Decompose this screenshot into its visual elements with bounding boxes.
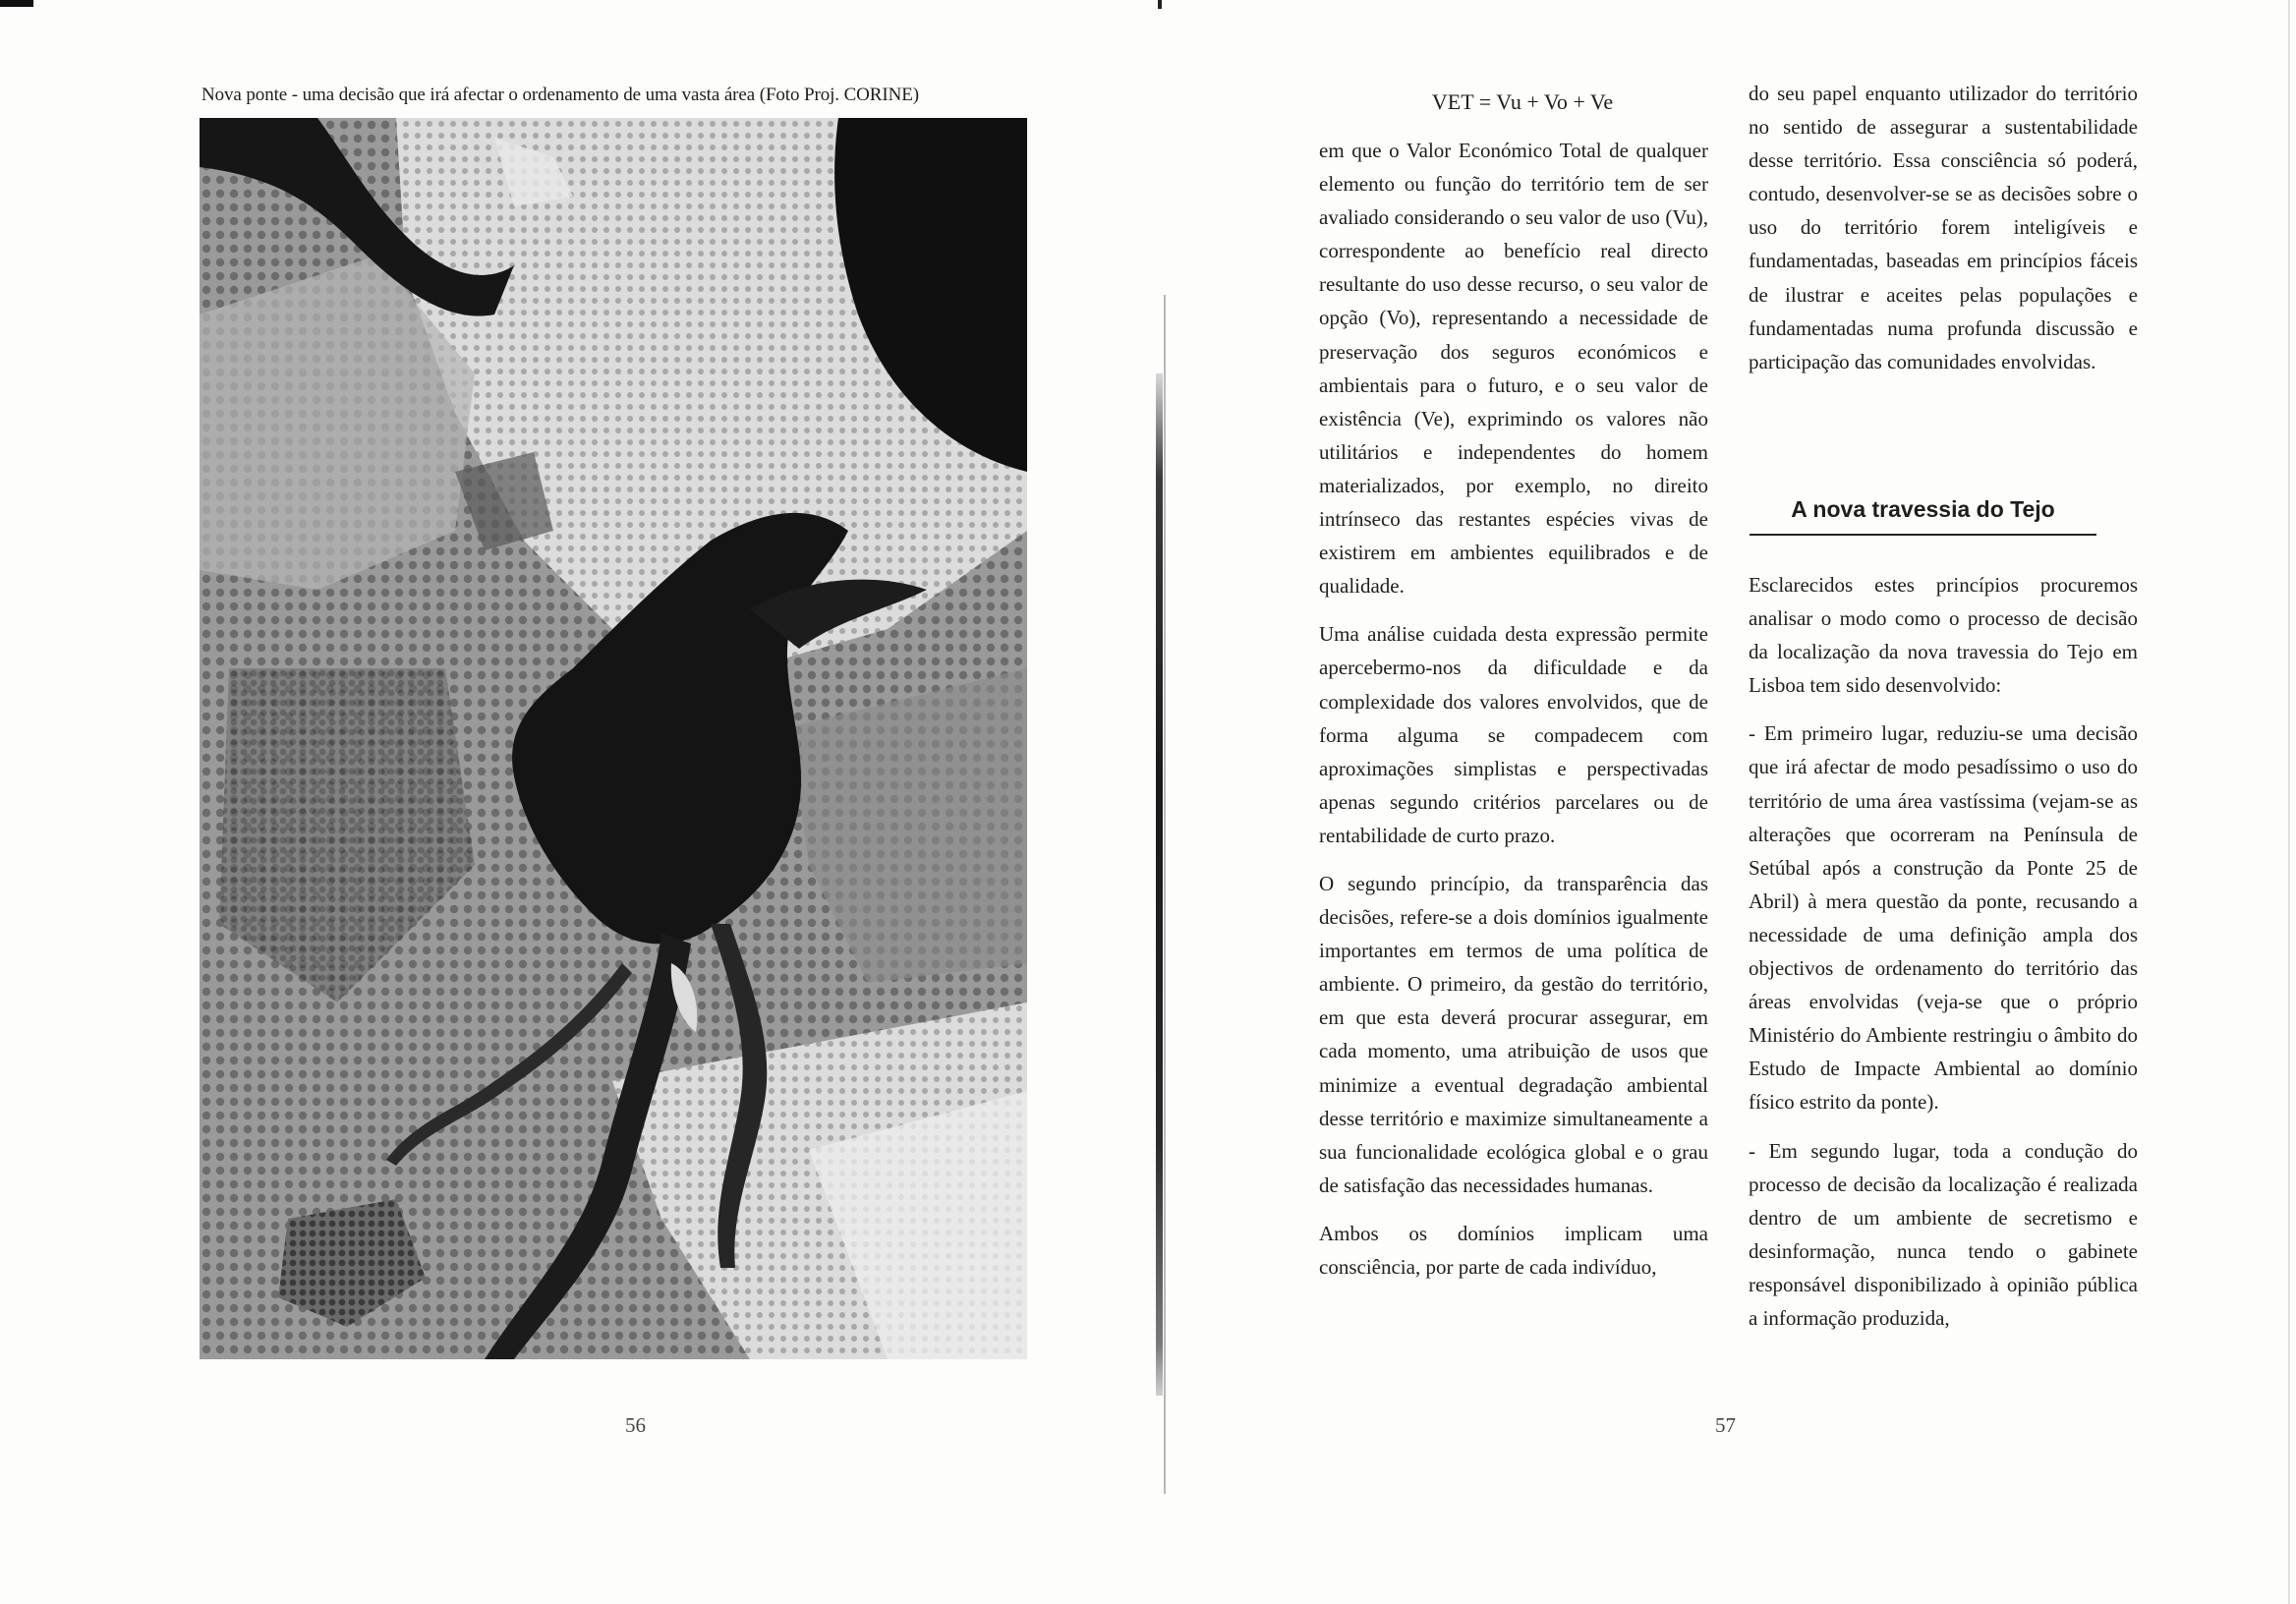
paragraph: Esclarecidos estes princípios procuremos analisar o modo como o processo de decisão da localização da nova travessia do Tejo em Lisboa tem sido desenvolvido:: [1749, 573, 2138, 698]
page-right-edge: [2288, 0, 2290, 1604]
paragraph: Ambos os domínios implicam uma consciência, por parte de cada indivíduo,: [1319, 1221, 1708, 1279]
text-column-middle: [1319, 134, 1708, 1298]
text-column-right-bottom: [1749, 568, 2138, 1349]
paragraph: do seu papel enquanto utilizador do território no sentido de assegurar a sustentabilidade desse território. Essa consciência só poderá, contudo, desenvolver-se se as decisões sobre o uso do território forem inteligíveis e fundamentadas, baseadas em princípios fáceis de ilustrar e aceites pelas populações e fundamentadas numa profunda discussão e participação das comunidades envolvidas.: [1749, 82, 2138, 373]
paragraph: Uma análise cuidada desta expressão permite apercebermo-nos da dificuldade e da complexidade dos valores envolvidos, que de forma alguma se compadecem com aproximações simplistas e perspectivadas apenas segundo critérios parcelares ou de rentabilidade de curto prazo.: [1319, 622, 1708, 847]
page-number-left: 56: [625, 1413, 646, 1437]
paragraph: em que o Valor Económico Total de qualquer elemento ou função do território tem de ser avaliado considerando o seu valor de uso (Vu), correspondente ao benefício real directo resultante do uso desse recurso, o seu valor de opção (Vo), representando a necessidade de preservação dos seguros económicos e ambientais para o futuro, e o seu valor de existência (Ve), exprimindo os valores não utilitários e independentes do homem materializados, por exemplo, no direito intrínseco das restantes espécies vivas de existirem em ambientes equilibrados e de qualidade.: [1319, 139, 1708, 599]
paragraph: - Em segundo lugar, toda a condução do processo de decisão da localização é realizada dentro de um ambiente de secretismo e desinformação, nunca tendo o gabinete responsável disponibilizado à opinião pública a informação produzida,: [1749, 1138, 2138, 1330]
paragraph: O segundo princípio, da transparência das decisões, refere-se a dois domínios igualmente importantes em termos de uma política de ambiente. O primeiro, da gestão do território, em que esta deverá procurar assegurar, em cada momento, uma atribuição de usos que minimize a eventual degradação ambiental desse território e maximize simultaneamente a sua funcionalidade ecológica global e o grau de satisfação das necessidades humanas.: [1319, 871, 1708, 1197]
text-column-right-top: [1749, 77, 2138, 393]
satellite-photo-icon: [200, 118, 1027, 1359]
scan-edge-mark: [0, 0, 33, 7]
paragraph: - Em primeiro lugar, reduziu-se uma decisão que irá afectar de modo pesadíssimo o uso do território de uma área vastíssima (vejam-se as alterações que ocorreram na Península de Setúbal após a construção da Ponte 25 de Abril) à mera questão da ponte, recusando a necessidade de uma definição ampla dos objectivos de ordenamento do território das áreas envolvidas (veja-se que o próprio Ministério do Ambiente restringiu o âmbito do Estudo de Impacte Ambiental ao domínio físico estrito da ponte).: [1749, 721, 2138, 1115]
gutter-shadow-thin: [1164, 295, 1166, 1494]
satellite-photo: [200, 118, 1027, 1359]
page-number-right: 57: [1715, 1413, 1736, 1437]
formula: VET = Vu + Vo + Ve: [1431, 89, 1614, 114]
book-gutter: [1156, 373, 1163, 1396]
photo-caption: Nova ponte - uma decisão que irá afectar o ordenamento de uma vasta área (Foto Proj. CORINE): [201, 85, 919, 105]
scan-top-mark: [1158, 0, 1162, 9]
section-heading: A nova travessia do Tejo: [1750, 496, 2096, 536]
